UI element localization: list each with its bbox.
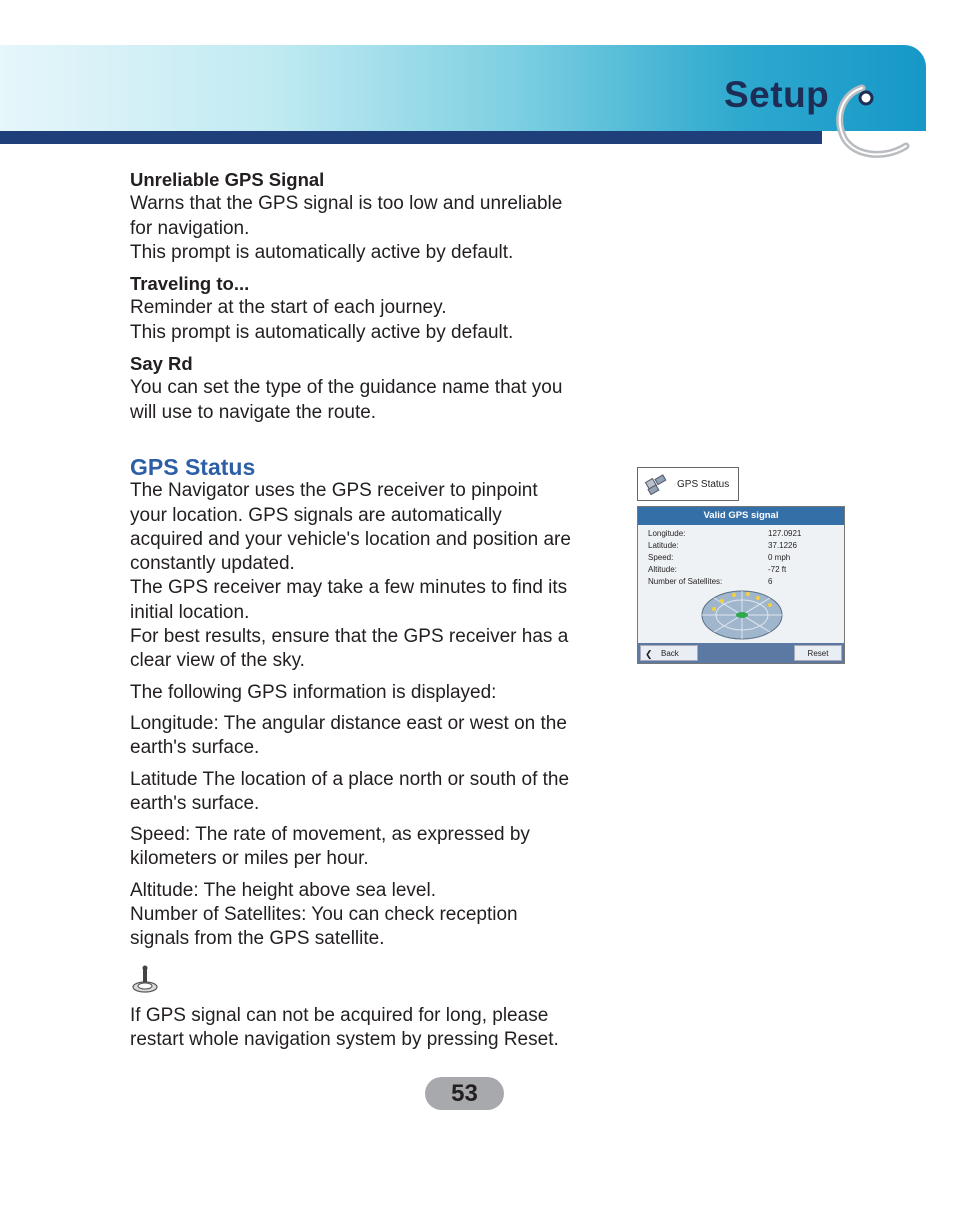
text-line: Altitude: The height above sea level. [130,879,436,901]
text-line: kilometers or miles per hour. [130,848,369,870]
table-row [648,563,801,575]
text-line: earth's surface. [130,737,260,759]
gps-screen-bottom-bar [638,643,844,663]
back-button-label: Back [661,649,679,658]
back-button[interactable] [640,645,698,661]
page-title: Setup [724,74,830,115]
section-title-gps-status: GPS Status [130,453,256,480]
row-key: Latitude: [648,541,679,551]
row-value: 0 mph [768,552,791,562]
text-line: Longitude: The angular distance east or west on the [130,712,567,734]
swirl-logo-icon [832,80,916,162]
row-key: Speed: [648,552,674,562]
text-line: Reminder at the start of each journey. [130,297,447,319]
text-line: Latitude The location of a place north or south of the [130,768,570,790]
text-line: This prompt is automatically active by default. [130,321,514,343]
text-line: If GPS signal can not be acquired for long, please [130,1004,549,1026]
row-value: 6 [768,576,773,586]
gps-status-menu-label: GPS Status [677,478,730,490]
satellite-icon [643,471,669,497]
table-row [648,552,801,564]
row-key: Altitude: [648,564,677,574]
text-line: for navigation. [130,217,250,239]
gps-screen-title: Valid GPS signal [638,507,844,525]
table-row [648,540,801,552]
text-line: clear view of the sky. [130,650,305,672]
text-line: your location. GPS signals are automatically [130,504,502,526]
heading-sayrd: Say Rd [130,353,193,375]
gps-info-table [648,528,801,587]
table-row [648,528,801,540]
text-line: The following GPS information is displayed: [130,681,497,703]
chevron-left-icon: ❮ [645,649,653,659]
row-value: 127.0921 [768,529,802,539]
text-line: restart whole navigation system by pressing Reset. [130,1028,559,1050]
table-row [648,575,801,587]
text-line: acquired and your vehicle's location and position are [130,528,571,550]
note-icon [130,964,160,994]
text-line: will use to navigate the route. [130,401,377,423]
heading-unreliable: Unreliable GPS Signal [130,169,325,190]
main-content [130,168,620,1052]
text-line: initial location. [130,601,250,623]
header-rule [0,131,822,144]
reset-button[interactable]: Reset [794,645,842,661]
row-key: Number of Satellites: [648,576,723,586]
gps-status-screen [637,506,845,664]
text-line: Warns that the GPS signal is too low and unreliable [130,193,563,215]
text-line: The Navigator uses the GPS receiver to pinpoint [130,480,538,502]
row-value: 37.1226 [768,541,797,551]
gps-status-menu-button[interactable] [637,467,739,501]
text-line: signals from the GPS satellite. [130,928,385,950]
text-line: For best results, ensure that the GPS receiver has a [130,626,569,648]
text-line: This prompt is automatically active by default. [130,241,514,263]
row-value: -72 ft [768,564,787,574]
satellite-sky-view [700,589,784,641]
text-line: constantly updated. [130,553,295,575]
page-number: 53 [425,1077,504,1110]
row-key: Longitude: [648,529,686,539]
text-line: Number of Satellites: You can check reception [130,904,518,926]
text-line: earth's surface. [130,792,260,814]
text-line: Speed: The rate of movement, as expressed by [130,824,530,846]
heading-traveling: Traveling to... [130,273,250,295]
text-line: The GPS receiver may take a few minutes to find its [130,577,568,599]
text-line: You can set the type of the guidance name that you [130,377,563,399]
